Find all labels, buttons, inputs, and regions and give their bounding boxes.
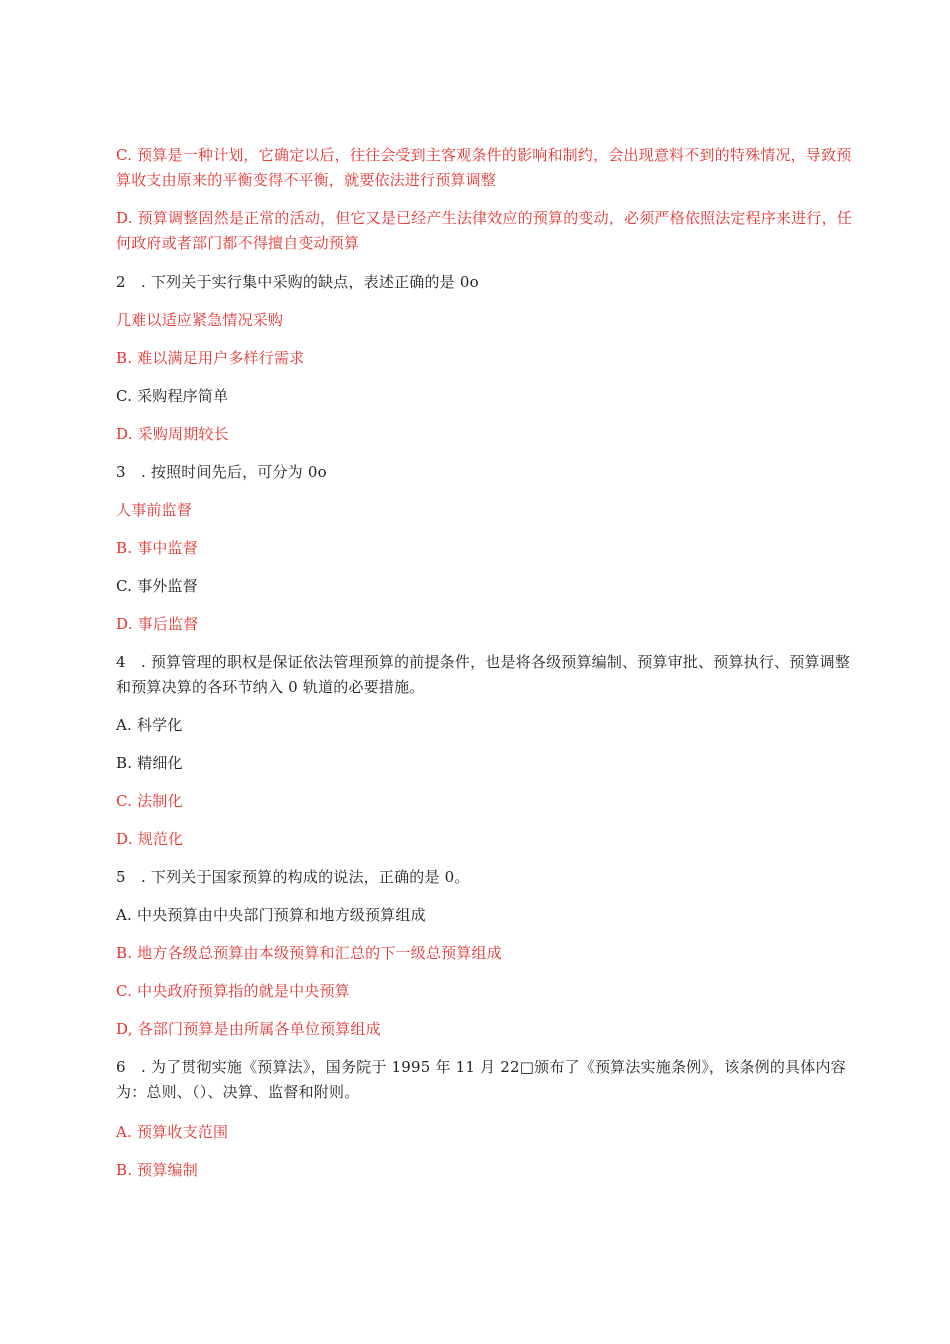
option-text: 人事前监督 [116, 501, 193, 519]
option-text: D, 各部门预算是由所属各单位预算组成 [116, 1020, 381, 1038]
option-text: 几难以适应紧急情况采购 [116, 311, 284, 329]
option-text: C. 预算是一种计划，它确定以后，往往会受到主客观条件的影响和制约，会出现意料不到的特殊情况，导致预算收支由原来的平衡变得不平衡，就要依法进行预算调整 [116, 146, 852, 189]
option-text: D. 事后监督 [116, 615, 199, 633]
option-text: A. 科学化 [116, 716, 183, 734]
option-text: C. 采购程序简单 [116, 387, 229, 405]
option-text: B. 预算编制 [116, 1161, 198, 1179]
question-text: 4 . 预算管理的职权是保证依法管理预算的前提条件，也是将各级预算编制、预算审批、预算执行、预算调整和预算决算的各环节纳入 0 轨道的必要措施。 [116, 653, 851, 696]
question-text: 6 . 为了贯彻实施《预算法》，国务院于 1995 年 11 月 22□颁布了《预算法实施条例》，该条例的具体内容为：总则、（）、决算、监督和附则。 [116, 1058, 846, 1101]
option-text: A. 中央预算由中央部门预算和地方级预算组成 [116, 906, 426, 924]
option-text: A. 预算收支范围 [116, 1123, 229, 1141]
option-text: B. 难以满足用户多样行需求 [116, 349, 305, 367]
question-text: 2 . 下列关于实行集中采购的缺点，表述正确的是 0o [116, 273, 479, 291]
option-text: B. 事中监督 [116, 539, 198, 557]
option-text: C. 事外监督 [116, 577, 198, 595]
option-text: B. 精细化 [116, 754, 183, 772]
option-text: D. 采购周期较长 [116, 425, 229, 443]
question-text: 3 . 按照时间先后，可分为 0o [116, 463, 327, 481]
option-text: C. 中央政府预算指的就是中央预算 [116, 982, 350, 1000]
option-text: D. 规范化 [116, 830, 184, 848]
question-text: 5 . 下列关于国家预算的构成的说法，正确的是 0。 [116, 868, 470, 886]
option-text: C. 法制化 [116, 792, 183, 810]
option-text: B. 地方各级总预算由本级预算和汇总的下一级总预算组成 [116, 944, 502, 962]
option-text: D. 预算调整固然是正常的活动，但它又是已经产生法律效应的预算的变动，必须严格依照法定程序来进行，任何政府或者部门都不得擅自变动预算 [116, 209, 853, 252]
